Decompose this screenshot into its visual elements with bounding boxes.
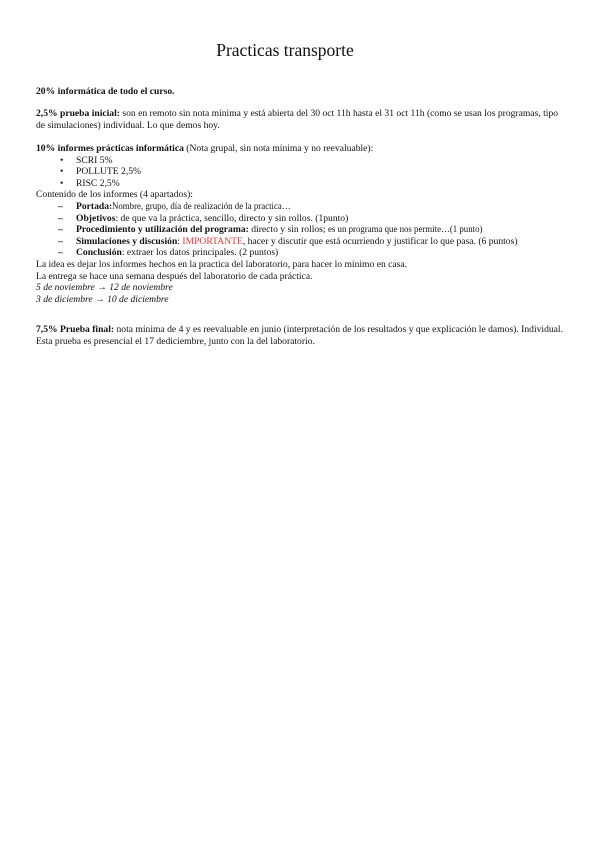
intro-text: 20% informática de todo el curso. <box>36 86 175 97</box>
apartado-text: : extraer los datos principales. (2 puntos) <box>121 247 279 259</box>
apartado-text: , hacer y discutir que está ocurriendo y justificar lo que pasa. (6 puntos) <box>242 235 518 247</box>
fecha-row: 3 de diciembre → 10 de diciembre <box>36 293 169 305</box>
apartado-text: directo y sin rollos; <box>248 224 328 236</box>
list-item <box>36 247 566 259</box>
list-item: – Simulaciones y discusión: IMPORTANTE, hacer y discutir que está ocurriendo y justificar lo que pasa. (6 puntos) <box>58 235 518 247</box>
apartado-label: Objetivos <box>76 212 116 224</box>
apartado-label: Portada: <box>76 200 113 212</box>
apartados-list <box>36 201 566 259</box>
apartado-label: Conclusión <box>76 247 122 259</box>
informes-label: 10% informes prácticas informática <box>36 143 184 154</box>
prueba-inicial-paragraph <box>36 108 566 131</box>
prueba-inicial-label: 2,5% prueba inicial: <box>36 108 120 119</box>
prueba-final-paragraph <box>36 324 566 347</box>
dash-icon: – <box>58 247 63 259</box>
apartado-text: : de que va la práctica, sencillo, directo y sin rollos. (1punto) <box>115 212 349 224</box>
apartado-label: Procedimiento y utilización del programa: <box>76 224 249 236</box>
dash-icon: – <box>58 224 63 236</box>
list-item: • RISC 2,5% <box>60 177 120 189</box>
apartado-label: Simulaciones y discusión <box>76 235 178 247</box>
arrow-icon: → <box>95 293 105 305</box>
dash-icon: – <box>58 200 63 212</box>
prueba-final-text: nota mínima de 4 y es reevaluable en junio (interpretación de los resultados y que explicación le damos). Individual. Esta prueba es presencial el 17 dediciembre, junto con la del laboratorio. <box>36 324 563 347</box>
informes-text: (Nota grupal, sin nota mínima y no reevaluable): <box>183 143 374 154</box>
page-title: Practicas transporte <box>216 40 354 60</box>
importante-highlight: IMPORTANTE <box>182 235 243 247</box>
bullet-icon: • <box>60 166 64 178</box>
list-item: • SCRI 5% <box>60 154 113 166</box>
dash-icon: – <box>58 235 63 247</box>
bullet-icon: • <box>60 154 64 166</box>
intro-paragraph <box>36 86 566 98</box>
apartado-text: Nombre, grupo, día de realización de la practica… <box>112 200 291 212</box>
dash-icon: – <box>58 212 63 224</box>
fecha-row: 5 de noviembre → 12 de noviembre <box>36 282 173 294</box>
apartado-text-2: es un programa que nos permite…(1 punto) <box>327 224 483 236</box>
informes-bullet-list <box>36 155 566 190</box>
prueba-inicial-text: son en remoto sin nota mínima y está abierta del 30 oct 11h hasta el 31 oct 11h (como se usan los programas, tipo de simulaciones) individual. Lo que demos hoy. <box>36 108 559 131</box>
arrow-icon: → <box>97 282 107 294</box>
list-item <box>36 224 566 236</box>
nota-entrega: La entrega se hace una semana después del laboratorio de cada práctica. <box>36 270 313 282</box>
contenido-label: Contenido de los informes (4 apartados): <box>36 189 193 201</box>
nota-laboratorio: La idea es dejar los informes hechos en la practica del laboratorio, para hacer lo mínimo en casa. <box>36 258 408 270</box>
list-item <box>36 213 566 225</box>
bullet-icon: • <box>60 177 64 189</box>
list-item <box>36 201 566 213</box>
list-item: • POLLUTE 2,5% <box>60 166 142 178</box>
informes-section <box>36 143 566 305</box>
prueba-final-label: 7,5% Prueba final: <box>36 324 115 335</box>
